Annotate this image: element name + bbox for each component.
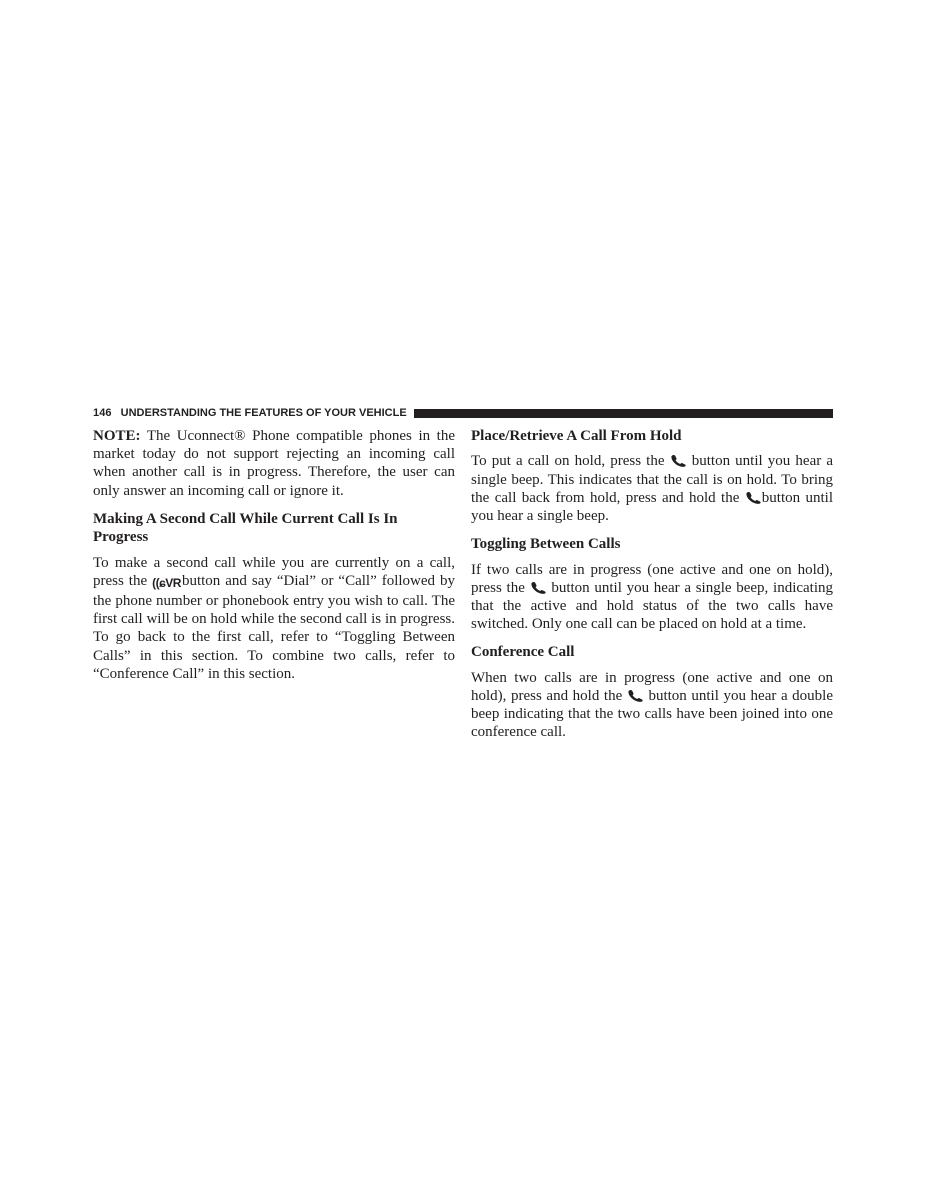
toggle-text-1: If two calls are in progress (one active and one on hold), press the [471, 561, 833, 596]
header-rule [414, 409, 833, 418]
toggle-paragraph [471, 561, 833, 634]
section-title: UNDERSTANDING THE FEATURES OF YOUR VEHICLE [120, 407, 407, 419]
note-text: The Uconnect® Phone compatible phones in the market today do not support rejecting an incoming call when another call is in progress. Therefore, the user can only answer an incoming call or ignore it. [93, 428, 455, 499]
phone-icon [530, 581, 547, 594]
page-number: 146 [93, 407, 112, 419]
heading-conference: Conference Call [471, 644, 575, 661]
left-column [93, 427, 455, 683]
heading-hold: Place/Retrieve A Call From Hold [471, 428, 682, 444]
hold-paragraph [471, 452, 833, 525]
phone-icon [627, 689, 644, 702]
second-call-paragraph [93, 554, 455, 683]
hold-text-1: To put a call on hold, press the [471, 453, 665, 470]
second-call-text-after: button and say “Dial” or “Call” followed by the phone number or phonebook entry you wish to call. The first call will be on hold while the second call is in progress. To go back to the first call, refer to “Toggling Between Calls” in this section. To combine two calls, refer to “Conference Call” in this section. [93, 572, 456, 682]
conference-text-2: button until you hear a double beep indicating that the two calls have been joined into one conference call. [471, 688, 834, 741]
page-header [93, 405, 833, 421]
hold-text-3: button until you hear a single beep. [471, 489, 833, 525]
phone-icon [745, 491, 762, 504]
toggle-text-2: button until you hear a single beep, indicating that the active and hold status of the two calls have switched. Only one call can be placed on hold at a time. [471, 579, 834, 633]
heading-toggle: Toggling Between Calls [471, 536, 621, 553]
hold-text-2: button until you hear a single beep. This indicates that the call is on hold. To bring the call back from hold, press and hold the [471, 453, 834, 506]
phone-icon [670, 454, 687, 467]
note-paragraph [93, 427, 455, 500]
note-label: NOTE: [93, 428, 141, 444]
heading-second-call: Making A Second Call While Current Call Is In Progress [93, 510, 398, 546]
voice-recognition-icon: ((ɕVR [152, 575, 181, 590]
conference-paragraph [471, 669, 833, 742]
right-column [471, 427, 833, 742]
second-call-text-before: To make a second call while you are currently on a call, press the [93, 554, 455, 589]
conference-text-1: When two calls are in progress (one active and one on hold), press and hold the [471, 669, 833, 705]
